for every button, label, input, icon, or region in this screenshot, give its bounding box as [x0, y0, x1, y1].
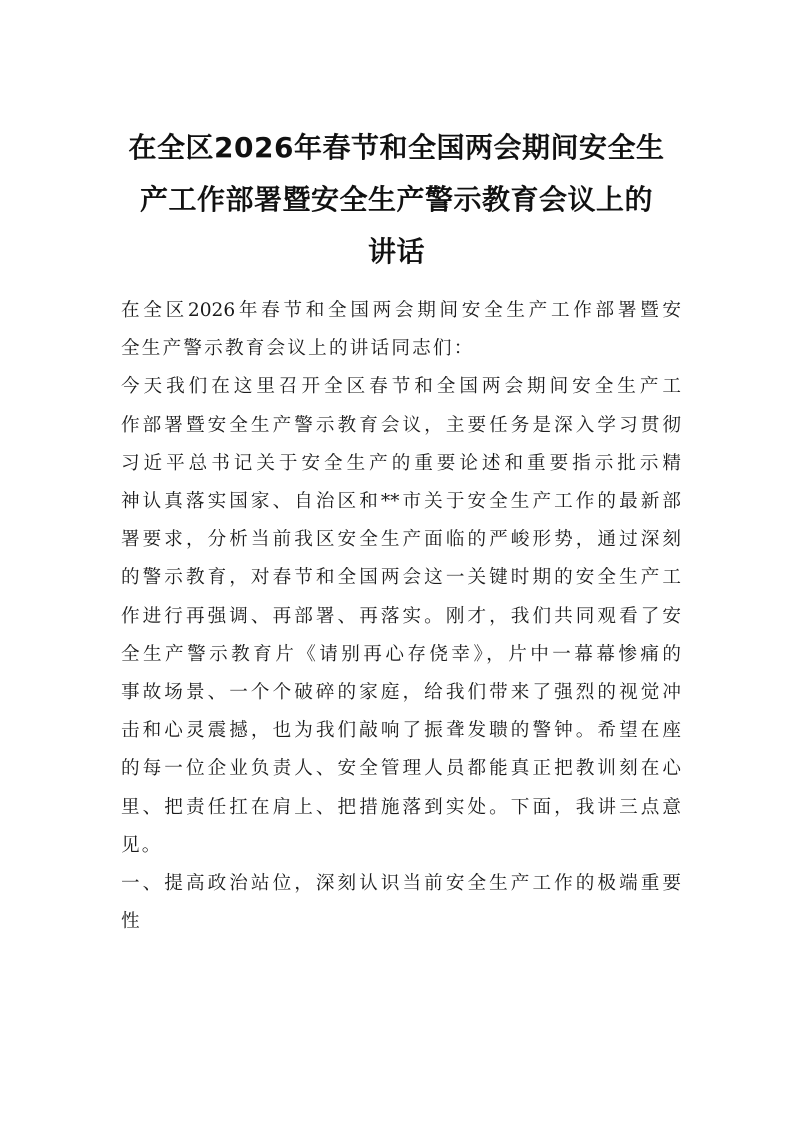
body-line-2: 全生产警示教育会议上的讲话同志们：	[121, 338, 475, 360]
title-line-1: 在全区2026年春节和全国两会期间安全生	[128, 131, 665, 164]
body-line-13: 的每一位企业负责人、安全管理人员都能真正把教训刻在心	[121, 758, 681, 780]
body-line-3: 今天我们在这里召开全区春节和全国两会期间安全生产工	[121, 376, 681, 398]
body-line-10: 全生产警示教育片《请别再心存侥幸》，片中一幕幕惨痛的	[121, 643, 681, 665]
body-line-14: 里、把责任扛在肩上、把措施落到实处。下面，我讲三点意	[121, 796, 681, 818]
title-line-3: 讲话	[367, 235, 425, 268]
body-line-12: 击和心灵震撼，也为我们敲响了振聋发聩的警钟。希望在座	[121, 720, 681, 742]
body-line-7: 署要求，分析当前我区安全生产面临的严峻形势，通过深刻	[121, 529, 681, 551]
title-line-2: 产工作部署暨安全生产警示教育会议上的	[139, 183, 653, 216]
body-line-1: 在全区2026年春节和全国两会期间安全生产工作部署暨安	[121, 300, 681, 321]
body-line-15: 见。	[121, 834, 163, 856]
body-line-6: 神认真落实国家、自治区和**市关于安全生产工作的最新部	[121, 491, 681, 513]
body-line-8: 的警示教育，对春节和全国两会这一关键时期的安全生产工	[121, 567, 681, 589]
body-line-11: 事故场景、一个个破碎的家庭，给我们带来了强烈的视觉冲	[121, 682, 681, 704]
section-heading-1-cont: 性	[121, 911, 142, 933]
body-line-4: 作部署暨安全生产警示教育会议，主要任务是深入学习贯彻	[121, 414, 681, 436]
body-line-9: 作进行再强调、再部署、再落实。刚才，我们共同观看了安	[121, 605, 681, 627]
document-title	[110, 122, 683, 278]
document-body	[121, 292, 681, 941]
body-line-5: 习近平总书记关于安全生产的重要论述和重要指示批示精	[121, 452, 681, 474]
section-heading-1: 一、提高政治站位，深刻认识当前安全生产工作的极端重要	[121, 873, 681, 895]
